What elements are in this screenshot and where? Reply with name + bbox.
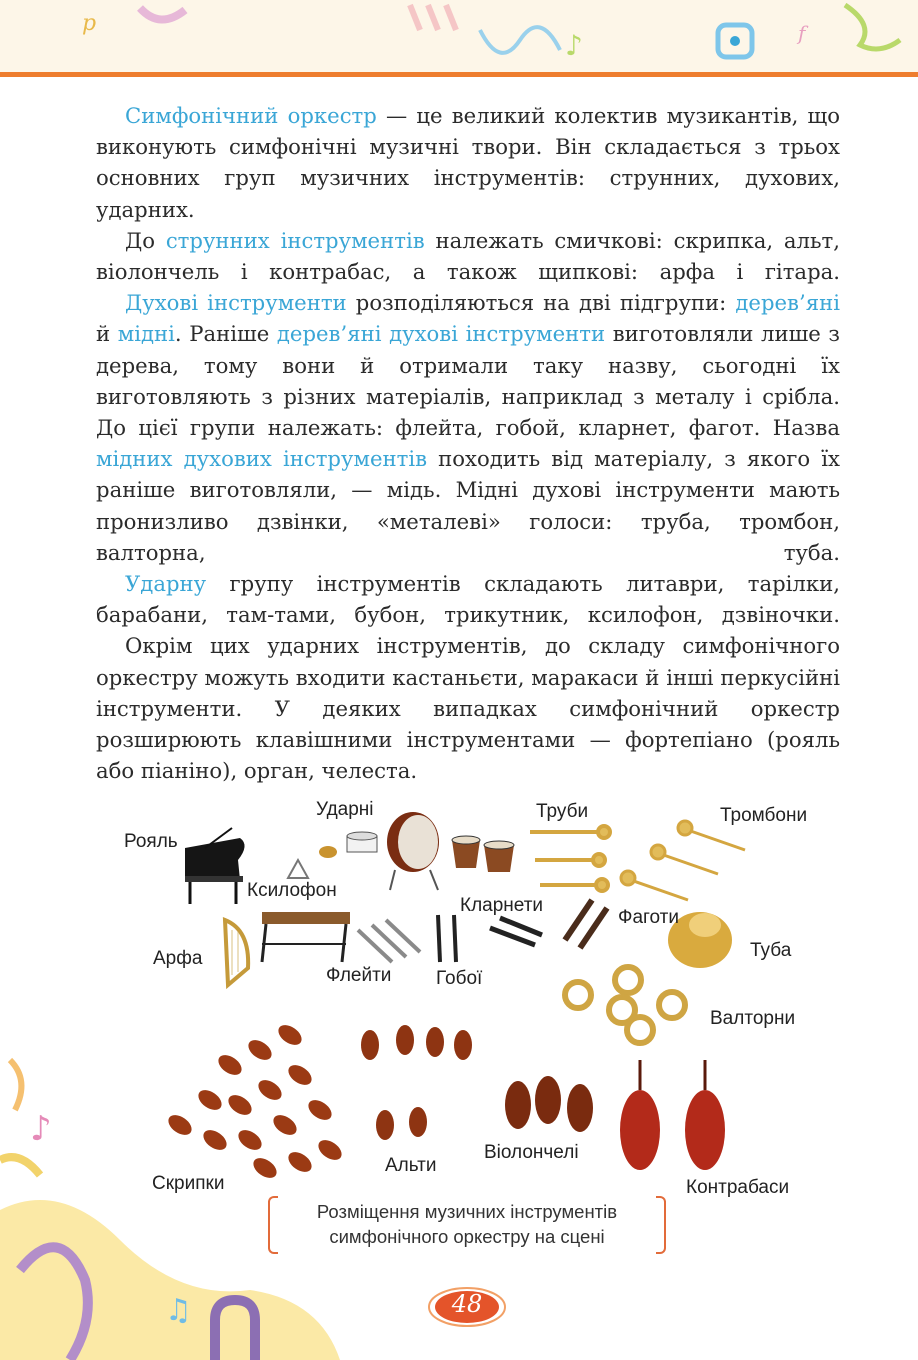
percussion-icon — [288, 812, 514, 890]
trombones-icon — [621, 821, 745, 900]
caption-line-2: симфонічного оркестру на сцені — [329, 1226, 605, 1247]
letter-f-glyph: f — [798, 21, 806, 45]
term-highlight: Ударну — [125, 571, 207, 597]
label-truby: Труби — [536, 801, 589, 822]
label-arfa: Арфа — [153, 948, 203, 969]
label-goboi: Гобої — [436, 968, 483, 989]
clarinets-icon — [490, 918, 542, 945]
text-run: походить від матеріалу, з якого їх раніше виготовляли, — мідь. Мідні духові інструменти мають пронизливо дзвінки, «металеві» голоси: труба, тромбон, валторна, туба. — [96, 446, 840, 565]
svg-text:♫: ♫ — [165, 1293, 192, 1328]
text-run: виготовляли лише з дерева, тому вони й отримали таку назву, сьогодні їх виготовляють з різних матеріалів, наприклад з металу і срібла. До цієї групи належать: флейта, гобой, кларнет, фагот. Назва — [96, 321, 840, 441]
text-run: розподіляються на дві підгрупи: — [346, 290, 736, 316]
bassoons-icon — [565, 900, 607, 948]
violas-icon — [361, 1025, 472, 1140]
label-trombony: Тромбони — [720, 805, 808, 826]
label-fleity: Флейти — [326, 965, 392, 986]
term-highlight: Симфонічний оркестр — [125, 103, 377, 128]
xylophone-icon — [262, 912, 350, 962]
label-tuba: Туба — [750, 940, 792, 961]
double-basses-icon — [620, 1060, 725, 1170]
term-highlight: мідних духових інструментів — [96, 446, 428, 472]
violins-icon — [165, 1021, 345, 1182]
body-text — [96, 100, 840, 786]
horns-icon — [565, 967, 685, 1043]
letter-p-glyph: p — [82, 11, 97, 36]
paragraph-percussion — [96, 568, 840, 630]
term-highlight: Духові інструменти — [125, 290, 347, 316]
paragraph-winds — [96, 287, 840, 568]
label-udarni: Ударні — [316, 799, 374, 820]
label-ksylofon: Ксилофон — [247, 880, 337, 901]
term-highlight: дерев’яні — [735, 290, 840, 316]
label-royal: Рояль — [124, 831, 178, 852]
label-kontrabasy: Контрабаси — [686, 1177, 790, 1198]
label-violoncheli: Віолончелі — [484, 1142, 579, 1163]
page-number-text: 48 — [451, 1290, 483, 1318]
term-highlight: мідні — [117, 321, 175, 347]
harp-icon — [225, 920, 248, 985]
cellos-icon — [505, 1076, 593, 1132]
term-highlight: дерев’яні духові інструменти — [276, 321, 606, 347]
label-fagoty: Фаготи — [618, 907, 679, 928]
page-number — [427, 1286, 507, 1328]
paragraph-extra — [96, 630, 840, 786]
label-alty: Альти — [385, 1155, 437, 1176]
paragraph-intro — [96, 100, 840, 225]
text-run: . Раніше — [174, 321, 277, 347]
oboes-icon — [438, 915, 456, 962]
text-run: Окрім цих ударних інструментів, до складу симфонічного оркестру можуть входити кастаньєти, маракаси й інші перкусійні інструменти. У деяких випадках симфонічний оркестр розширюють клавішними інструментами — фортепіано (рояль або піаніно), орган, челеста. — [96, 633, 840, 784]
svg-text:♪: ♪ — [30, 1109, 52, 1149]
text-run: й — [96, 321, 118, 347]
label-valtorny: Валторни — [710, 1008, 796, 1029]
text-run: — це великий колектив музикантів, що виконують симфонічні музичні твори. Він складається з трьох основних груп музичних інструментів: струнних, духових, ударних. — [96, 103, 840, 222]
note-glyph: ♪ — [565, 29, 583, 62]
paragraph-strings — [96, 225, 840, 287]
term-highlight: струнних інструментів — [165, 227, 425, 253]
piano-icon — [185, 828, 245, 904]
trumpets-icon — [530, 826, 610, 891]
text-run: До — [125, 227, 166, 253]
flutes-icon — [358, 920, 420, 962]
caption-line-1: Розміщення музичних інструментів — [316, 1201, 618, 1222]
text-run: групу інструментів складають литаври, тарілки, барабани, там-тами, бубон, трикутник, ксилофон, дзвіночки. — [96, 571, 840, 628]
label-klarnety: Кларнети — [460, 895, 544, 916]
figure-caption — [268, 1196, 666, 1252]
label-skrypky: Скрипки — [152, 1173, 225, 1194]
text-run: належать смичкові: скрипка, альт, віолончель і контрабас, а також щипкові: арфа і гітара. — [96, 227, 841, 285]
